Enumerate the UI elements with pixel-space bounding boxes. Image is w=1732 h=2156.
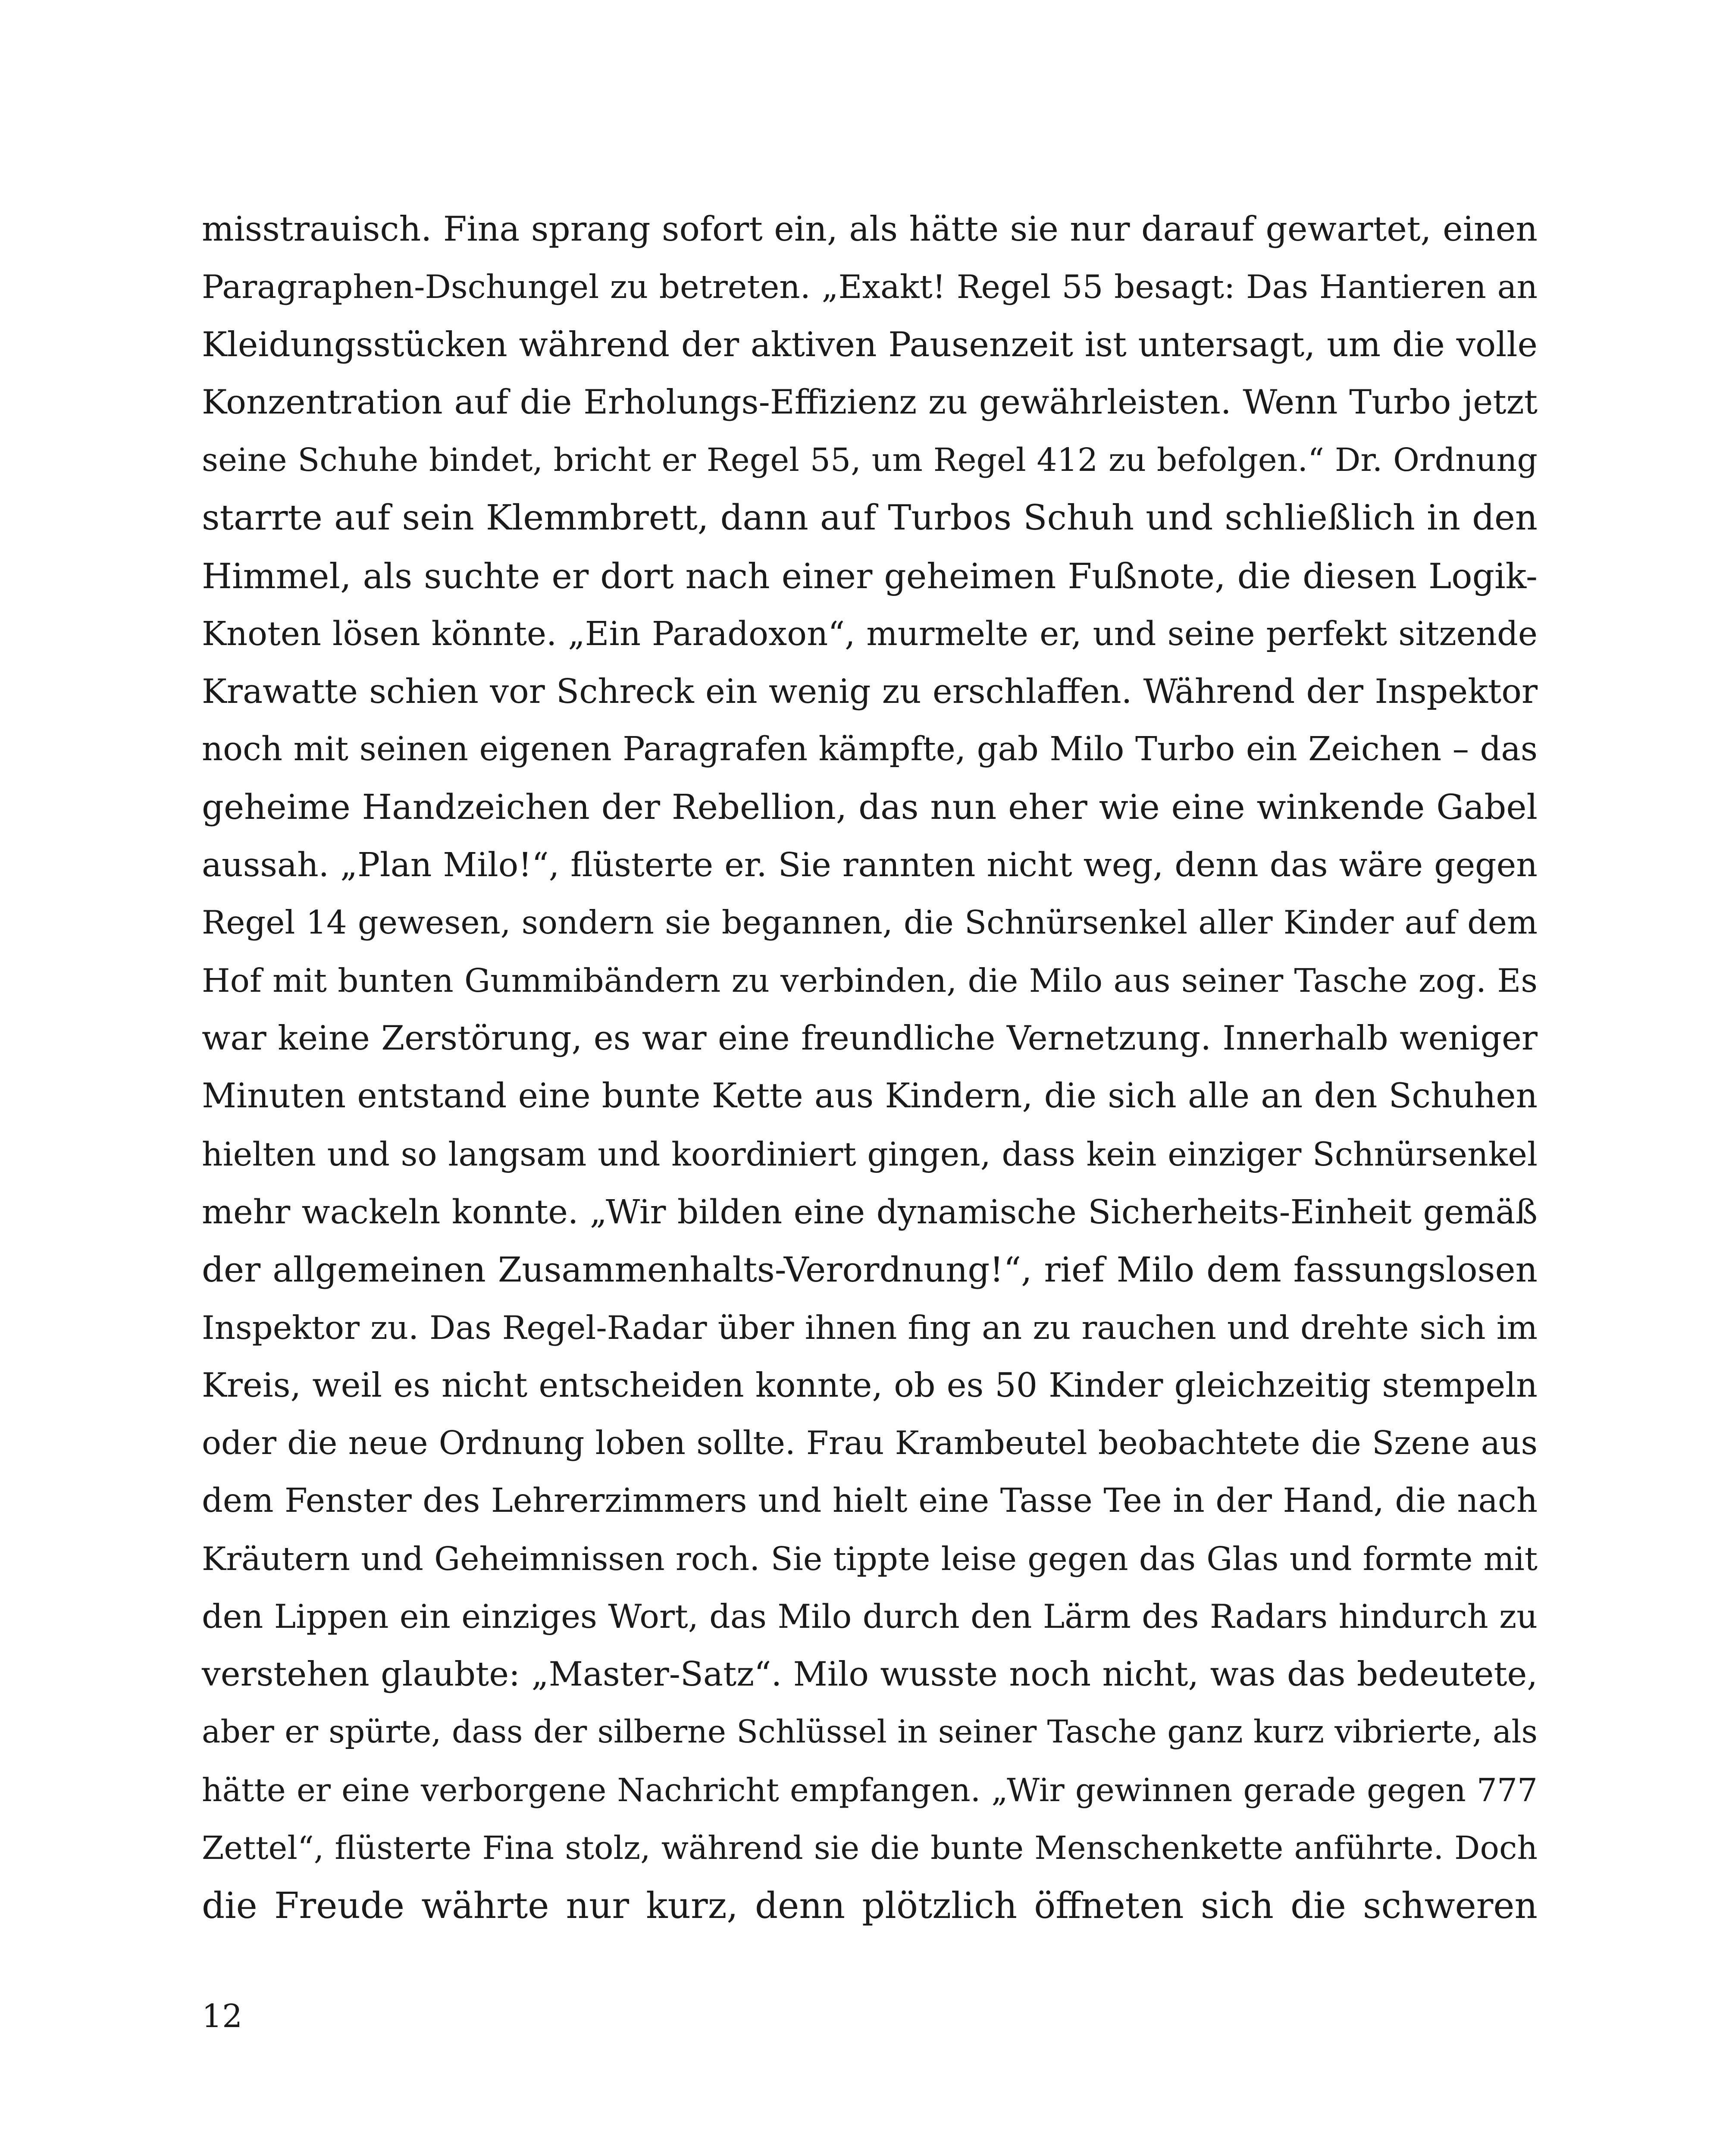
text-line: der allgemeinen Zusammenhalts-Verordnung!“, rief Milo dem fassungslosen (202, 1249, 1538, 1290)
text-line: mehr wackeln konnte. „Wir bilden eine dynamische Sicherheits-Einheit gemäß (202, 1192, 1538, 1232)
text-line: oder die neue Ordnung loben sollte. Frau Krambeutel beobachtete die Szene aus (202, 1424, 1538, 1462)
text-line: Inspektor zu. Das Regel-Radar über ihnen fing an zu rauchen und drehte sich im (202, 1308, 1538, 1347)
text-line: Paragraphen-Dschungel zu betreten. „Exakt! Regel 55 besagt: Das Hantieren an (202, 268, 1538, 306)
text-line: dem Fenster des Lehrerzimmers und hielt eine Tasse Tee in der Hand, die nach (202, 1482, 1538, 1520)
text-line: Regel 14 gewesen, sondern sie begannen, die Schnürsenkel aller Kinder auf dem (202, 904, 1538, 942)
body-text (202, 200, 1538, 1935)
text-line: verstehen glaubte: „Master-Satz“. Milo wusste noch nicht, was das bedeutete, (202, 1655, 1538, 1694)
text-line: Kleidungsstücken während der aktiven Pausenzeit ist untersagt, um die volle (202, 325, 1538, 365)
text-line: Krawatte schien vor Schreck ein wenig zu erschlaffen. Während der Inspektor (202, 672, 1538, 711)
text-line: Minuten entstand eine bunte Kette aus Kindern, die sich alle an den Schuhen (202, 1076, 1538, 1116)
text-line: hielten und so langsam und koordiniert gingen, dass kein einziger Schnürsenkel (202, 1135, 1538, 1173)
text-line: aussah. „Plan Milo!“, flüsterte er. Sie rannten nicht weg, denn das wäre gegen (202, 846, 1538, 885)
page-number: 12 (202, 1998, 243, 2035)
text-line: den Lippen ein einziges Wort, das Milo durch den Lärm des Radars hindurch zu (202, 1598, 1538, 1636)
text-line: Konzentration auf die Erholungs-Effizienz zu gewährleisten. Wenn Turbo jetzt (202, 383, 1538, 422)
text-line: misstrauisch. Fina sprang sofort ein, als hätte sie nur darauf gewartet, einen (202, 209, 1538, 249)
text-line: war keine Zerstörung, es war eine freundliche Vernetzung. Innerhalb weniger (202, 1019, 1538, 1058)
text-line: hätte er eine verborgene Nachricht empfangen. „Wir gewinnen gerade gegen 777 (202, 1771, 1538, 1809)
text-line: seine Schuhe bindet, bricht er Regel 55, um Regel 412 zu befolgen.“ Dr. Ordnung (202, 441, 1538, 479)
text-line: Zettel“, flüsterte Fina stolz, während sie die bunte Menschenkette anführte. Doch (202, 1829, 1538, 1867)
text-line: Hof mit bunten Gummibändern zu verbinden, die Milo aus seiner Tasche zog. Es (202, 962, 1538, 1000)
text-line: noch mit seinen eigenen Paragrafen kämpfte, gab Milo Turbo ein Zeichen – das (202, 730, 1538, 768)
text-line: aber er spürte, dass der silberne Schlüssel in seiner Tasche ganz kurz vibrierte, als (202, 1714, 1538, 1751)
text-line: Knoten lösen könnte. „Ein Paradoxon“, murmelte er, und seine perfekt sitzende (202, 614, 1538, 653)
text-line: die Freude währte nur kurz, denn plötzlich öffneten sich die schweren (202, 1884, 1538, 1927)
text-line: geheime Handzeichen der Rebellion, das nun eher wie eine winkende Gabel (202, 787, 1538, 827)
text-line: Kreis, weil es nicht entscheiden konnte, ob es 50 Kinder gleichzeitig stempeln (202, 1366, 1538, 1405)
text-line: Himmel, als suchte er dort nach einer geheimen Fußnote, die diesen Logik- (202, 555, 1538, 596)
text-line: starrte auf sein Klemmbrett, dann auf Turbos Schuh und schließlich in den (202, 498, 1538, 539)
text-line: Kräutern und Geheimnissen roch. Sie tippte leise gegen das Glas und formte mit (202, 1540, 1538, 1578)
